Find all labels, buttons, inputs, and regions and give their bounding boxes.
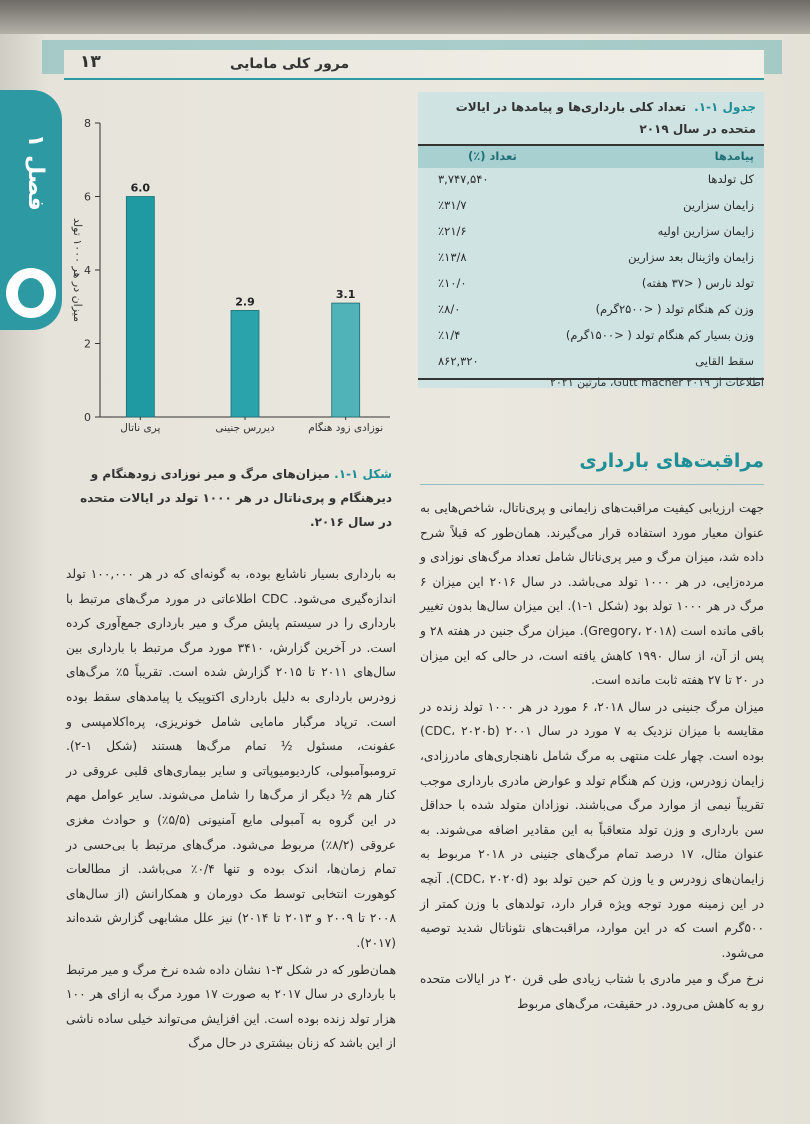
table-cell-count: ۸۶۲,۳۲۰ — [438, 354, 479, 368]
y-axis-label: میزان در هر ۱۰۰۰ تولد — [71, 217, 84, 323]
paragraph: جهت ارزیابی کیفیت مراقبت‌های زایمانی و پری‌ناتال، شاخص‌هایی به عنوان معیار مورد استفاده قرار می‌گیرند. همان‌طور که قبلاً شرح داده شد، میزان مرگ و میر پری‌ناتال شامل تعداد مرگ‌های نوزادی و مرده‌زایی، در هر ۱۰۰۰ تولد می‌باشد. در سال ۲۰۱۶ این میزان ۶ مرگ در هر ۱۰۰۰ تولد بود (شکل ۱-۱). این میزان سال‌ها بدون تغییر باقی مانده است (Gregory، ۲۰۱۸). میزان مرگ جنین در هفته ۲۸ و پس از آن، از سال ۱۹۹۰ کاهش یافته است، در حالی که این میزان در ۲۰ تا ۲۷ هفته ثابت مانده است. — [420, 501, 765, 688]
table-header-outcome: پیامدها — [714, 149, 754, 163]
table-cell-outcome: زایمان سزارین اولیه — [657, 224, 754, 238]
scan-top-band — [0, 0, 810, 34]
table-cell-count: ٪۳۱/۷ — [438, 198, 467, 212]
x-tick-label: نوزادی زود هنگام — [308, 422, 384, 434]
table-cell-outcome: زایمان سزارین — [683, 198, 754, 212]
figure-caption-number: شکل ۱-۱. — [334, 467, 392, 481]
table-row — [418, 168, 764, 192]
y-tick-label: 4 — [84, 264, 91, 277]
data-label: 2.9 — [235, 295, 255, 309]
table-row — [418, 246, 764, 270]
y-tick-label: 0 — [84, 411, 91, 424]
table-row — [418, 350, 764, 374]
table-cell-count: ٪۱۰/۰ — [438, 276, 467, 290]
page-number: ۱۳ — [80, 52, 101, 72]
chapter-label: فصل ۱ — [23, 133, 48, 211]
y-tick-label: 8 — [84, 117, 91, 130]
table-1-1 — [418, 92, 764, 388]
x-tick-label: پری ناتال — [120, 422, 161, 434]
data-label: 6.0 — [130, 181, 151, 195]
bar — [231, 310, 259, 417]
section-rule — [420, 484, 764, 485]
table-cell-outcome: کل تولدها — [707, 172, 754, 186]
table-header-count: تعداد (٪) — [468, 149, 517, 163]
running-header — [64, 50, 764, 80]
table-caption — [426, 96, 756, 140]
y-tick-label: 6 — [84, 190, 91, 204]
figure-caption — [70, 462, 392, 534]
table-cell-count: ٪۱/۴ — [438, 328, 461, 342]
data-label: 3.1 — [335, 288, 356, 302]
table-source: اطلاعات از Gutt macher ۲۰۱۹، مارتین ۲۰۲۱ — [549, 376, 764, 389]
table-cell-outcome: تولد نارس ( <۳۷ هفته) — [641, 276, 754, 290]
table-row — [418, 194, 764, 218]
right-column — [420, 496, 764, 1018]
table-cell-count: ٪۲۱/۶ — [438, 224, 467, 238]
baby-icon — [6, 268, 56, 318]
table-cell-count: ٪۱۳/۸ — [438, 250, 467, 264]
table-cell-outcome: وزن کم هنگام تولد ( <۲۵۰۰گرم) — [595, 302, 754, 316]
bar-chart-1-1 — [60, 105, 400, 445]
x-tick-label: دیررس جنینی — [215, 422, 275, 434]
paragraph: نرخ مرگ و میر مادری با شتاب زیادی طی قرن ۲۰ در ایالات متحده رو به کاهش می‌رود. در حقیقت، مرگ‌های مربوط — [420, 972, 764, 1011]
bar — [126, 197, 154, 418]
figure-caption-text: میزان‌های مرگ و میر نوزادی زودهنگام و دیرهنگام و پری‌ناتال در هر ۱۰۰۰ تولد در ایالات متحده در سال ۲۰۱۶. — [80, 467, 392, 529]
table-caption-number: جدول ۱-۱. — [694, 100, 756, 114]
section-title: مراقبت‌های بارداری — [579, 450, 764, 472]
table-row — [418, 220, 764, 244]
running-title: مرور کلی مامایی — [230, 56, 350, 72]
table-cell-outcome: سقط القایی — [695, 354, 754, 368]
table-cell-count: ۳,۷۴۷,۵۴۰ — [438, 172, 489, 186]
y-tick-label: 2 — [84, 337, 91, 351]
table-cell-count: ٪۸/۰ — [438, 302, 461, 316]
table-row — [418, 272, 764, 296]
paragraph: میزان مرگ جنینی در سال ۲۰۱۸، ۶ مورد در هر ۱۰۰۰ تولد زنده در مقایسه با میزان نزدیک به ۷ مورد در سال ۲۰۰۱ (CDC، ۲۰۲۰b) بوده است. چهار علت منتهی به مرگ شامل ناهنجاری‌های مادرزادی، زایمان زودرس، وزن کم هنگام تولد و عوارض مادری بارداری موجب تقریباً نیمی از موارد مرگ می‌باشند. نوزادان متولد شده با حداقل سن بارداری و وزن تولد متعاقباً به این مقادیر اضافه می‌شوند. به عنوان مثال، ۱۷ درصد تمام مرگ‌های جنینی در ۲۰۱۸ مربوط به زایمان‌های زودرس و یا وزن کم حین تولد بود (CDC، ۲۰۲۰d). آنچه در این زمینه مورد توجه ویژه قرار دارد، تولدهای با وزن کمتر از ۵۰۰گرم است که در این موارد، مراقبت‌های نئوناتال شدید توصیه می‌شود. — [420, 699, 764, 960]
left-column — [66, 562, 396, 1058]
table-header — [418, 144, 764, 168]
table-cell-outcome: وزن بسیار کم هنگام تولد ( <۱۵۰۰گرم) — [565, 328, 754, 342]
table-cell-outcome: زایمان واژینال بعد سزارین — [628, 250, 754, 264]
paragraph: به بارداری بسیار ناشایع بوده، به گونه‌ای که در هر ۱۰۰,۰۰۰ تولد اندازه‌گیری می‌شود. CDC اطلاعاتی در مورد مرگ‌های مرتبط با بارداری را در سیستم پایش مرگ و میر بارداری جمع‌آوری کرده است. در آخرین گزارش، ۳۴۱۰ مورد مرگ مرتبط با بارداری بین سال‌های ۲۰۱۱ تا ۲۰۱۵ گزارش شده است. تقریباً ۵٪ مرگ‌های زودرس بارداری به دلیل بارداری اکتوپیک یا پیامدهای سقط بوده است. ترپاد مرگبار مامایی شامل خونریزی، پره‌اکلامپسی و عفونت، مسئول ½ تمام مرگ‌ها هستند (شکل ۱-۲). ترومبوآمبولی، کاردیومیوپاتی و سایر بیماری‌های قلبی عروقی در کنار هم ½ دیگر از مرگ‌ها را شامل می‌شوند. سایر عوامل مهم در این گروه به آمبولی مایع آمنیونی (۵/۵٪) و حوادث مغزی عروقی (۸/۲٪) مربوط می‌شود. مرگ‌های مرتبط با بی‌حسی در تمام زمان‌ها، اندک بوده و تنها ۰/۴٪ می‌باشد. از مطالعات کوهورت انتخابی توسط مک دورمان و همکارانش (از سال‌های ۲۰۰۸ تا ۲۰۰۹ و ۲۰۱۳ تا ۲۰۱۴) نیز علل مشابهی گزارش شده‌اند (۲۰۱۷). — [66, 567, 397, 950]
bar — [332, 303, 360, 417]
table-caption-text: تعداد کلی بارداری‌ها و پیامدها در ایالات متحده در سال ۲۰۱۹ — [455, 100, 756, 136]
table-row — [418, 298, 764, 322]
table-row — [418, 324, 764, 348]
paragraph: همان‌طور که در شکل ۳-۱ نشان داده شده نرخ مرگ و میر مرتبط با بارداری در سال ۲۰۱۷ به صورت ۱۷ مورد مرگ به ازای هر ۱۰۰ هزار تولد زنده بوده است. این افزایش می‌تواند خیلی ساده ناشی از این باشد که زنان بیشتری در حال مرگ — [66, 962, 396, 1051]
